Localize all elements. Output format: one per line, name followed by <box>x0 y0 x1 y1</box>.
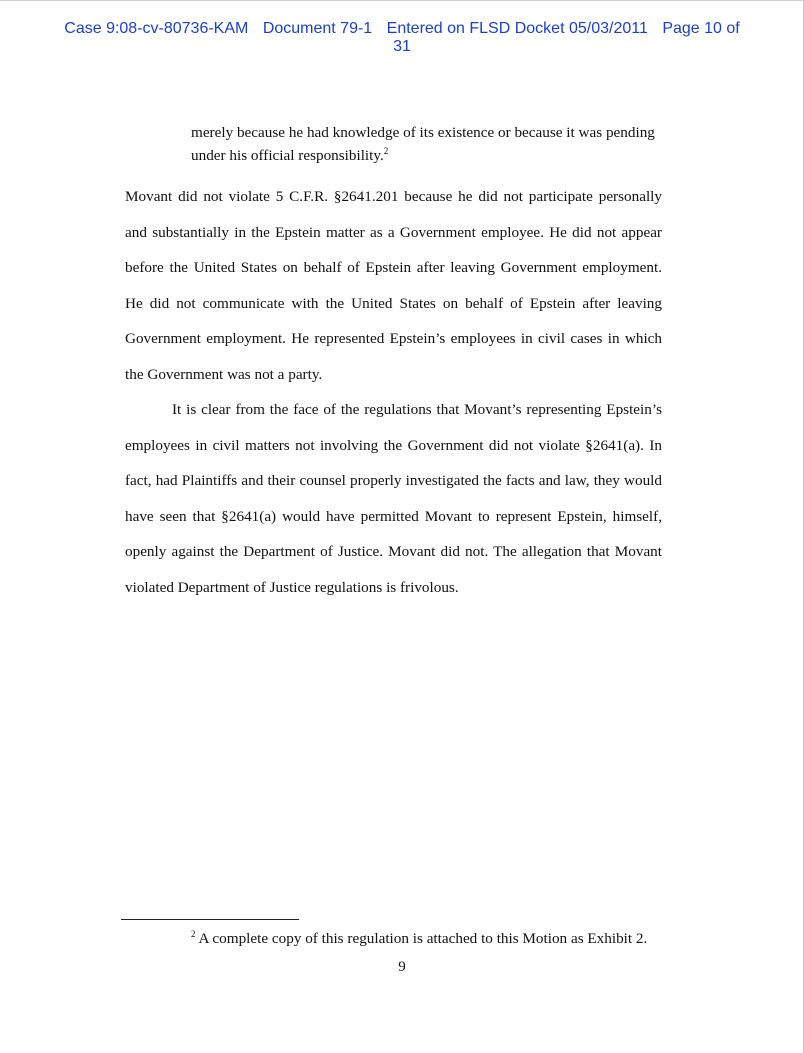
docket-header <box>0 20 804 56</box>
footnote-divider <box>121 919 299 920</box>
total-pages: 31 <box>393 38 411 55</box>
document-number: Document 79-1 <box>262 20 373 37</box>
entered-date: Entered on FLSD Docket 05/03/2011 <box>386 20 648 37</box>
footnote <box>191 929 647 948</box>
body-paragraph: It is clear from the face of the regulations that Movant’s representing Epstein’s employees in civil matters not involving the Government did not violate §2641(a). In fact, had Plaintiffs and their counsel properly investigated the facts and law, they would have seen that §2641(a) would have permitted Movant to represent Epstein, himself, openly against the Department of Justice. Movant did not. The allegation that Movant violated Department of Justice regulations is frivolous. <box>125 401 662 596</box>
body-paragraph: Movant did not violate 5 C.F.R. §2641.201 because he did not participate personally and substantially in the Epstein matter as a Government employee. He did not appear before the United States on behalf of Epstein after leaving Government employment. He did not communicate with the United States on behalf of Epstein after leaving Government employment. He represented Epstein’s employees in civil cases in which the Government was not a party. <box>125 188 662 383</box>
page-of: Page 10 of <box>662 20 740 37</box>
case-number: Case 9:08-cv-80736-KAM <box>64 20 249 37</box>
block-quote <box>191 123 661 165</box>
footnote-text: A complete copy of this regulation is attached to this Motion as Exhibit 2. <box>198 930 648 947</box>
footnote-reference: 2 <box>383 146 389 156</box>
block-quote-text: merely because he had knowledge of its existence or because it was pending under his official responsibility. <box>191 124 655 164</box>
footnote-number: 2 <box>191 929 196 939</box>
page-number: 9 <box>398 959 406 975</box>
